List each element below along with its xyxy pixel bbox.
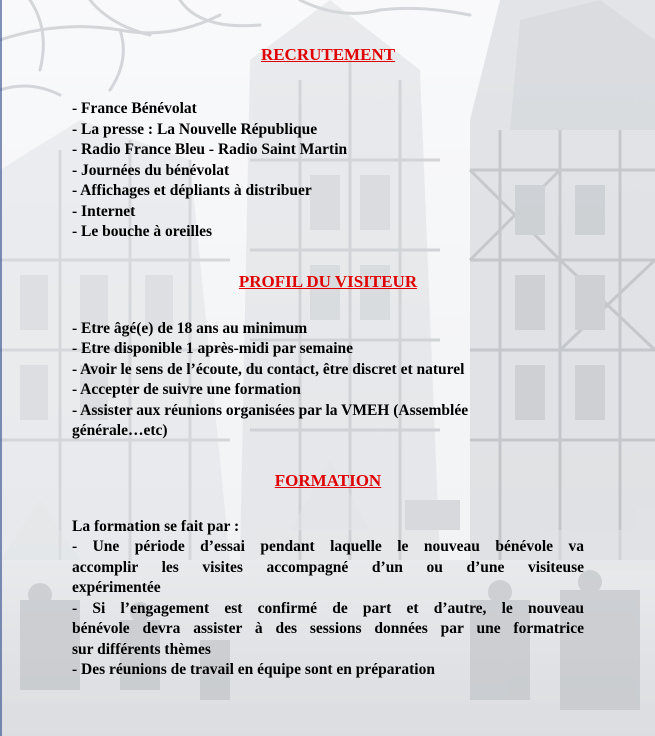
page-left-border: [0, 0, 2, 736]
list-item: - Radio France Bleu - Radio Saint Martin: [72, 141, 348, 158]
list-item: - Journées du bénévolat: [72, 161, 230, 179]
list-item: - Affichages et dépliants à distribuer: [72, 182, 312, 199]
list-item: - Le bouche à oreilles: [72, 223, 213, 240]
section-title-recrutement: RECRUTEMENT: [260, 45, 396, 64]
formation-line: expérimentée: [72, 579, 161, 596]
document-content: [72, 44, 584, 681]
list-item: - Avoir le sens de l’écoute, du contact, être discret et naturel: [72, 360, 465, 378]
formation-line: - Une période d’essai pendant laquelle le nouveau bénévole va: [72, 538, 584, 555]
formation-line: accomplir les visites accompagné d’un ou d’une visiteuse: [72, 558, 584, 576]
list-item: - France Bénévolat: [72, 100, 197, 117]
profil-list: [72, 319, 584, 442]
section-title-formation: FORMATION: [274, 470, 382, 490]
list-item: - Etre âgé(e) de 18 ans au minimum: [72, 319, 308, 337]
formation-line: - Si l’engagement est confirmé de part et d’autre, le nouveau: [72, 599, 584, 617]
section-title-profil: PROFIL DU VISITEUR: [238, 271, 418, 291]
formation-line: - Des réunions de travail en équipe sont en préparation: [72, 661, 435, 678]
formation-line: bénévole devra assister à des sessions données par une formatrice: [72, 620, 584, 637]
list-item: - Internet: [72, 202, 136, 220]
list-item: - Etre disponible 1 après-midi par semaine: [72, 340, 354, 357]
list-item: - Accepter de suivre une formation: [72, 381, 301, 398]
recrutement-list: [72, 99, 584, 243]
list-item-continuation: générale…etc): [72, 422, 168, 439]
formation-intro: La formation se fait par :: [72, 517, 240, 535]
list-item: - La presse : La Nouvelle République: [72, 120, 318, 138]
list-item: - Assister aux réunions organisées par la VMEH (Assemblée: [72, 401, 469, 419]
formation-line: sur différents thèmes: [72, 640, 211, 658]
